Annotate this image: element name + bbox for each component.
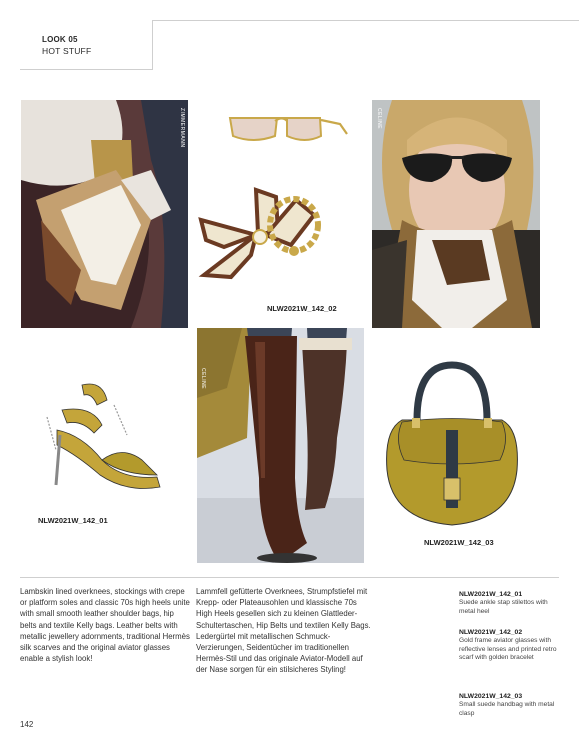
item-description-text: Gold frame aviator glasses with reflective lenses and printed retro scarf with golden bracelet: [459, 637, 557, 662]
header-top-rule: [152, 20, 579, 21]
photo-credit: CELINE: [376, 108, 382, 130]
item-description-text: Suede ankle stap stilettos with metal heel: [459, 599, 548, 615]
item-description-code: NLW2021W_142_01: [459, 591, 523, 598]
item-description-code: NLW2021W_142_02: [459, 629, 523, 636]
sketch-stiletto-sandal: [42, 375, 172, 495]
page-number: 142: [20, 720, 34, 729]
sketch-suede-handbag: [382, 360, 522, 530]
sketch-aviator-glasses: [225, 112, 350, 152]
item-code-03: NLW2021W_142_03: [424, 538, 494, 547]
photo-sunglasses-model: [372, 100, 540, 328]
photo-scarf-bag: [21, 100, 188, 328]
look-title-box: [20, 20, 153, 70]
english-description: Lambskin lined overknees, stockings with crepe or platform soles and classic 70s high heels unite with small smooth leather shoulder bags, hip belts and textile Kelly bags. Leather belts with metallic jewellery adornments, traditional Hermès silk scarves and the original aviator glasses enable a stylish look!: [20, 587, 190, 664]
german-description: Lammfell gefütterte Overknees, Strumpfstiefel mit Krepp- oder Plateausohlen und klassische 70s High Heels gesellen sich zu kleinen Glattleder-Schultertaschen, Hip Belts und textilen Kelly Bags. Ledergürtel mit metallischen Schmuck-Verzierungen, Seidentücher im traditionellen Hermès-Stil und das originale Aviator-Modell auf der Nase sorgen für ein stilsicheres Styling!: [196, 587, 371, 675]
photo-boots: [197, 328, 364, 563]
text-section-rule: [20, 577, 559, 578]
look-number: LOOK 05: [42, 35, 78, 44]
item-description-code: NLW2021W_142_03: [459, 693, 523, 700]
sketch-scarf-bracelet: [196, 185, 326, 295]
item-code-02: NLW2021W_142_02: [267, 304, 337, 313]
look-title: HOT STUFF: [42, 46, 92, 56]
item-code-01: NLW2021W_142_01: [38, 516, 108, 525]
photo-credit: CELINE: [200, 368, 206, 390]
photo-credit: ZIMMERMANN: [179, 108, 185, 148]
item-description-text: Small suede handbag with metal clasp: [459, 701, 555, 717]
item-description-02: [459, 628, 564, 663]
item-description-03: [459, 692, 564, 718]
item-description-01: [459, 590, 564, 616]
